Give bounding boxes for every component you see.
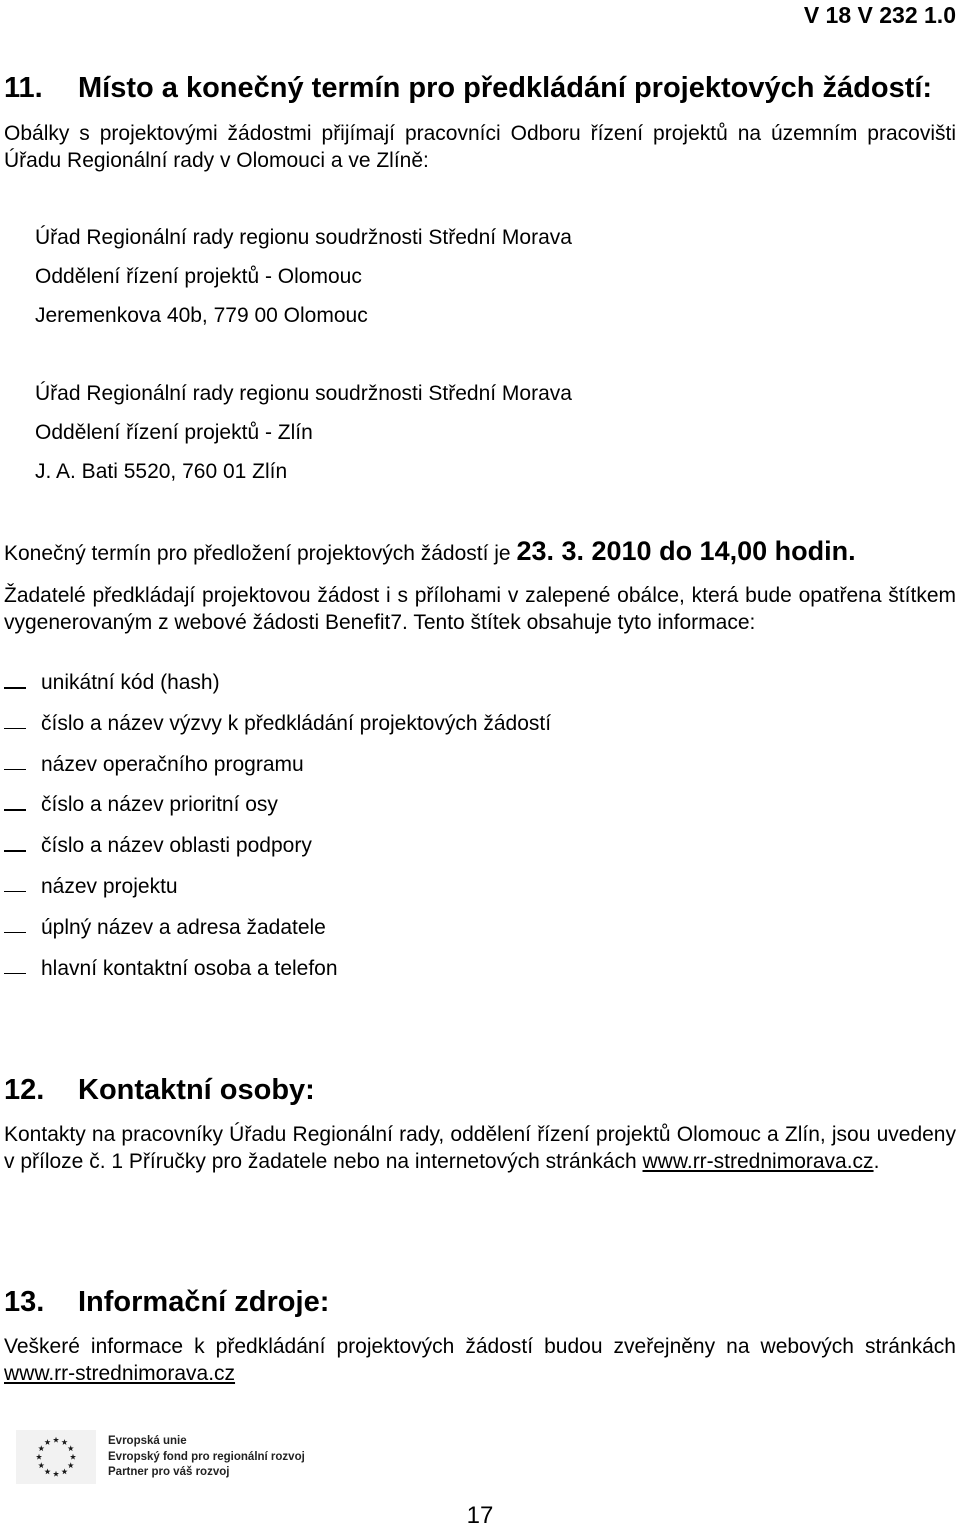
label-paragraph: Žadatelé předkládají projektovou žádost i s přílohami v zalepené obálce, která bude opatřena štítkem vygenerovaným z webové žádosti Benefit7. Tento štítek obsahuje tyto informace:: [4, 584, 956, 634]
address-line: Úřad Regionální rady regionu soudržnosti Střední Morava: [35, 382, 572, 405]
list-item: unikátní kód (hash): [4, 671, 551, 712]
address-line: Jeremenkova 40b, 779 00 Olomouc: [35, 304, 368, 327]
section-11-intro: Obálky s projektovými žádostmi přijímají pracovníci Odboru řízení projektů na územním pracovišti Úřadu Regionální rady v Olomouci a ve Zlíně:: [4, 122, 956, 172]
section-12-title: Kontaktní osoby:: [78, 1074, 315, 1106]
dash-bullet: [4, 728, 26, 730]
version-label: V 18 V 232 1.0: [803, 2, 956, 28]
eu-flag-icon: [16, 1430, 96, 1484]
address-zlin: [35, 374, 572, 491]
list-item: úplný název a adresa žadatele: [4, 916, 551, 957]
dash-bullet: [4, 973, 26, 975]
logo-caption: Evropská unie Evropský fond pro regionální rozvoj Partner pro váš rozvoj: [108, 1435, 305, 1478]
address-line: Oddělení řízení projektů - Zlín: [35, 421, 313, 444]
section-11-number: 11.: [4, 72, 43, 104]
page-number: 17: [466, 1502, 494, 1529]
list-item: číslo a název oblasti podpory: [4, 834, 551, 875]
eu-logo: [16, 1430, 336, 1484]
list-item: hlavní kontaktní osoba a telefon: [4, 957, 551, 998]
address-line: Oddělení řízení projektů - Olomouc: [35, 265, 362, 288]
list-item: číslo a název výzvy k předkládání projektových žádostí: [4, 712, 551, 753]
dash-bullet: [4, 687, 26, 689]
dash-bullet: [4, 769, 26, 771]
deadline-line: [4, 536, 856, 567]
label-info-list: [4, 671, 551, 997]
section-12-heading: [4, 1074, 315, 1107]
list-item: název operačního programu: [4, 753, 551, 794]
section-11-heading: [4, 72, 932, 105]
section-11-title: Místo a konečný termín pro předkládání projektových žádostí:: [78, 72, 933, 104]
section-13-text: Veškeré informace k předkládání projektových žádostí budou zveřejněny na webových stránkách www.rr-strednimorava.cz: [4, 1335, 956, 1385]
dash-bullet: [4, 932, 26, 934]
section-13-title: Informační zdroje:: [78, 1286, 330, 1318]
address-line: Úřad Regionální rady regionu soudržnosti Střední Morava: [35, 226, 572, 249]
section-12-number: 12.: [4, 1074, 45, 1106]
list-item: číslo a název prioritní osy: [4, 793, 551, 834]
deadline-value: 23. 3. 2010 do 14,00 hodin: [516, 536, 849, 566]
dash-bullet: [4, 809, 26, 811]
section-13-number: 13.: [4, 1286, 45, 1318]
website-link[interactable]: www.rr-strednimorava.cz: [4, 1362, 236, 1385]
list-item: název projektu: [4, 875, 551, 916]
deadline-prefix: Konečný termín pro předložení projektových žádostí je: [4, 542, 517, 565]
dash-bullet: [4, 891, 26, 893]
dash-bullet: [4, 850, 26, 852]
section-12-text: Kontakty na pracovníky Úřadu Regionální rady, oddělení řízení projektů Olomouc a Zlín, jsou uvedeny v příloze č. 1 Příručky pro žadatele nebo na internetových stránkách www.rr-strednimorava.cz.: [4, 1123, 956, 1173]
website-link[interactable]: www.rr-strednimorava.cz: [642, 1150, 874, 1173]
address-olomouc: [35, 218, 572, 335]
section-13-heading: [4, 1286, 329, 1319]
deadline-suffix: .: [848, 536, 856, 566]
address-line: J. A. Bati 5520, 760 01 Zlín: [35, 460, 288, 483]
